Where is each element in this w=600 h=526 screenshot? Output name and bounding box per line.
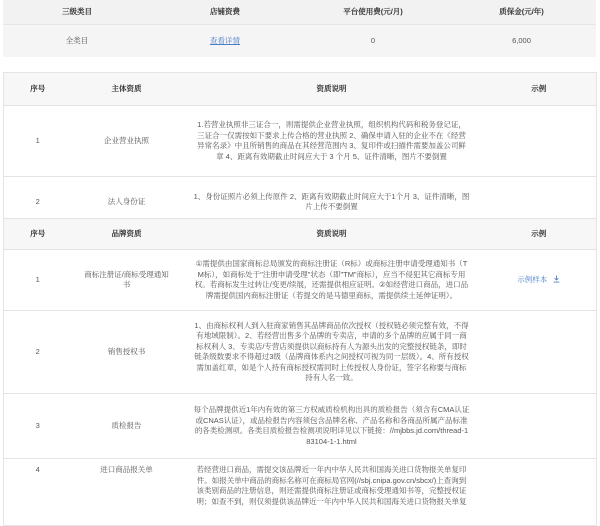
fee-table-header [3,0,596,25]
row-name: 销售授权书 [72,311,182,394]
header-example: 示例 [482,73,597,106]
category-value: 全类目 [3,25,151,58]
subject-table-header [4,73,597,106]
row-example [482,459,597,526]
brand-qualification-table [3,218,597,526]
platform-fee-value: 0 [299,25,447,58]
row-example [482,311,597,394]
table-row [4,394,597,459]
row-description: 1、身份证照片必须上传原件 2、距离有效期截止时间应大于1个月 3、证件清晰，图片上传不要倒置 [182,177,482,228]
header-example: 示例 [482,219,597,250]
header-deposit: 质保金(元/年) [447,0,596,25]
download-icon [553,275,560,283]
row-description: 每个品牌提供近1年内有效的第三方权威质检机构出具的质检报告（须含有CMA认证或CNAS认证），或品检报告内容须包含品牌名称、产品名称和各商品所属产品标准的各类检测项。各类目质检报告检测项说明详见以下链接：//mjbbs.jd.com/thread-183104-1-1.html [182,394,482,459]
table-row [4,250,597,311]
row-no: 3 [4,394,72,459]
row-name: 商标注册证/商标受理通知书 [72,250,182,311]
brand-table-header [4,219,597,250]
row-example [482,394,597,459]
row-description: ①需提供由国家商标总局颁发的商标注册证（R标）或商标注册申请受理通知书（TM标），如商标处于"注册申请受理"状态（即"TM"商标），应当不侵犯其它商标专用权。若商标发生过转让/变更/续展，还需提供相应证明。②如经营进口商品，进口品牌需提供国内商标注册证（若提交的是马德里商标，需提供续土延伸证明）。 [182,250,482,311]
row-name: 企业营业执照 [72,106,182,177]
row-description: 若经营进口商品，需提交该品牌近一年内中华人民共和国海关进口货物报关单复印件。如报关单中商品的商标名称可在商标局官网(//sbj.cnipa.gov.cn/sbcx/)上查询到该类别商品的注册信息，则还需提供商标注册证或商标受理通知书等，完整授权证明；如查不到，则仅须提供该品牌近一年内中华人民共和国海关进口货物报关单复 [182,459,482,526]
header-shop-fee: 店铺资费 [151,0,299,25]
row-no: 1 [4,250,72,311]
row-name: 法人身份证 [72,177,182,228]
row-no: 1 [4,106,72,177]
row-name: 进口商品报关单 [72,459,182,526]
table-row [4,106,597,177]
table-row [4,311,597,394]
sample-link-label: 示例样本 [517,274,548,284]
header-no: 序号 [4,73,72,106]
row-no: 2 [4,311,72,394]
deposit-value: 6,000 [447,25,596,58]
header-category: 三级类目 [3,0,151,25]
row-example [482,106,597,177]
row-no: 4 [4,459,72,526]
sample-download-link[interactable] [517,275,560,284]
fee-cell [151,25,299,58]
row-description: 1.若营业执照非三证合一，则需提供企业营业执照，组织机构代码和税务登记证，三证合一仅需按如下要求上传合格的营业执照 2、确保申请入驻的企业不在《经营异常名录》中且所销售的商品在其经营范围内 3、复印件或扫描件需要加盖公司鲜章 4、距离有效期截止时间应大于 3 个月 5、证件清晰，图片不要倒置 [182,106,482,177]
header-platform-fee: 平台使用费(元/月) [299,0,447,25]
header-qualification: 主体资质 [72,73,182,106]
row-description: 1、由商标权利人到入驻商家销售其品牌商品依次授权（授权链必须完整有效，不得有地域限制）。2、若经营出售多个品牌的专卖店，申请的多个品牌的应属于同一商标权利人 3、专卖店/专营店须提供以商标持有人为源头出发的完整授权链条，即时链条级数要求不得超过3级（品牌商体系内之间授权可视为同一层级）。4、所有授权需加盖红章，如是个人持有商标授权需同时上传授权人身份证，签字名称要与商标持有人名一致。 [182,311,482,394]
table-row [4,459,597,526]
subject-qualification-table [3,72,597,228]
fee-table-row [3,25,596,58]
header-qualification: 品牌资质 [72,219,182,250]
row-no: 2 [4,177,72,228]
view-details-link[interactable]: 查看详情 [210,35,240,45]
header-description: 资质说明 [182,219,482,250]
row-example [482,250,597,311]
header-description: 资质说明 [182,73,482,106]
header-no: 序号 [4,219,72,250]
fee-table [3,0,596,57]
row-name: 质检报告 [72,394,182,459]
